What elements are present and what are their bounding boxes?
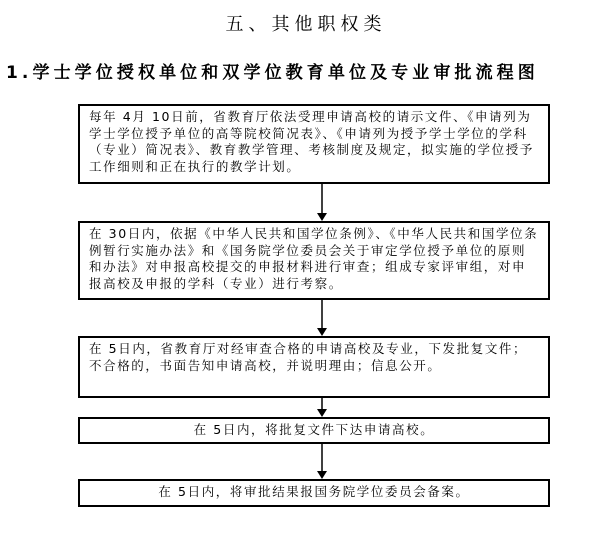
flow-step-2: [78, 221, 550, 300]
section-title: 五、其他职权类: [225, 14, 387, 35]
flow-step-3: [78, 336, 550, 398]
arrow-4-to-5: [317, 444, 327, 479]
arrow-head-icon: [317, 328, 327, 336]
flow-step-4: [78, 417, 550, 444]
flow-step-4-text: 在 5日内，将批复文件下达申请高校。: [193, 422, 435, 437]
flowchart-title: 1.学士学位授权单位和双学位教育单位及专业审批流程图: [6, 63, 539, 83]
flow-step-2-text: 在 30日内，依据《中华人民共和国学位条例》、《中华人民共和国学位条例暂行实施办法》和《国务院学位委员会关于审定学位授予单位的原则和办法》对申报高校提交的申报材料进行审查；组成专家评审组，对申报高校及申报的学科（专业）进行考察。: [89, 226, 539, 291]
flow-step-5: [78, 479, 550, 507]
arrow-head-icon: [317, 409, 327, 417]
arrow-head-icon: [317, 471, 327, 479]
arrow-1-to-2: [317, 184, 327, 221]
arrow-3-to-4: [317, 398, 327, 417]
flow-step-3-text: 在 5日内，省教育厅对经审查合格的申请高校及专业，下发批复文件；不合格的，书面告知申请高校，并说明理由；信息公开。: [89, 341, 528, 373]
flow-step-5-text: 在 5日内，将审批结果报国务院学位委员会备案。: [158, 484, 470, 499]
flow-step-1-text: 每年 4月 10日前，省教育厅依法受理申请高校的请示文件、《申请列为学士学位授予单位的高等院校简况表》、《申请列为授予学士学位的学科（专业）简况表》、教育教学管理、考核制度及规定，拟实施的学位授予工作细则和正在执行的教学计划。: [89, 109, 534, 174]
arrow-head-icon: [317, 213, 327, 221]
flow-step-1: [78, 104, 550, 184]
arrow-2-to-3: [317, 300, 327, 336]
